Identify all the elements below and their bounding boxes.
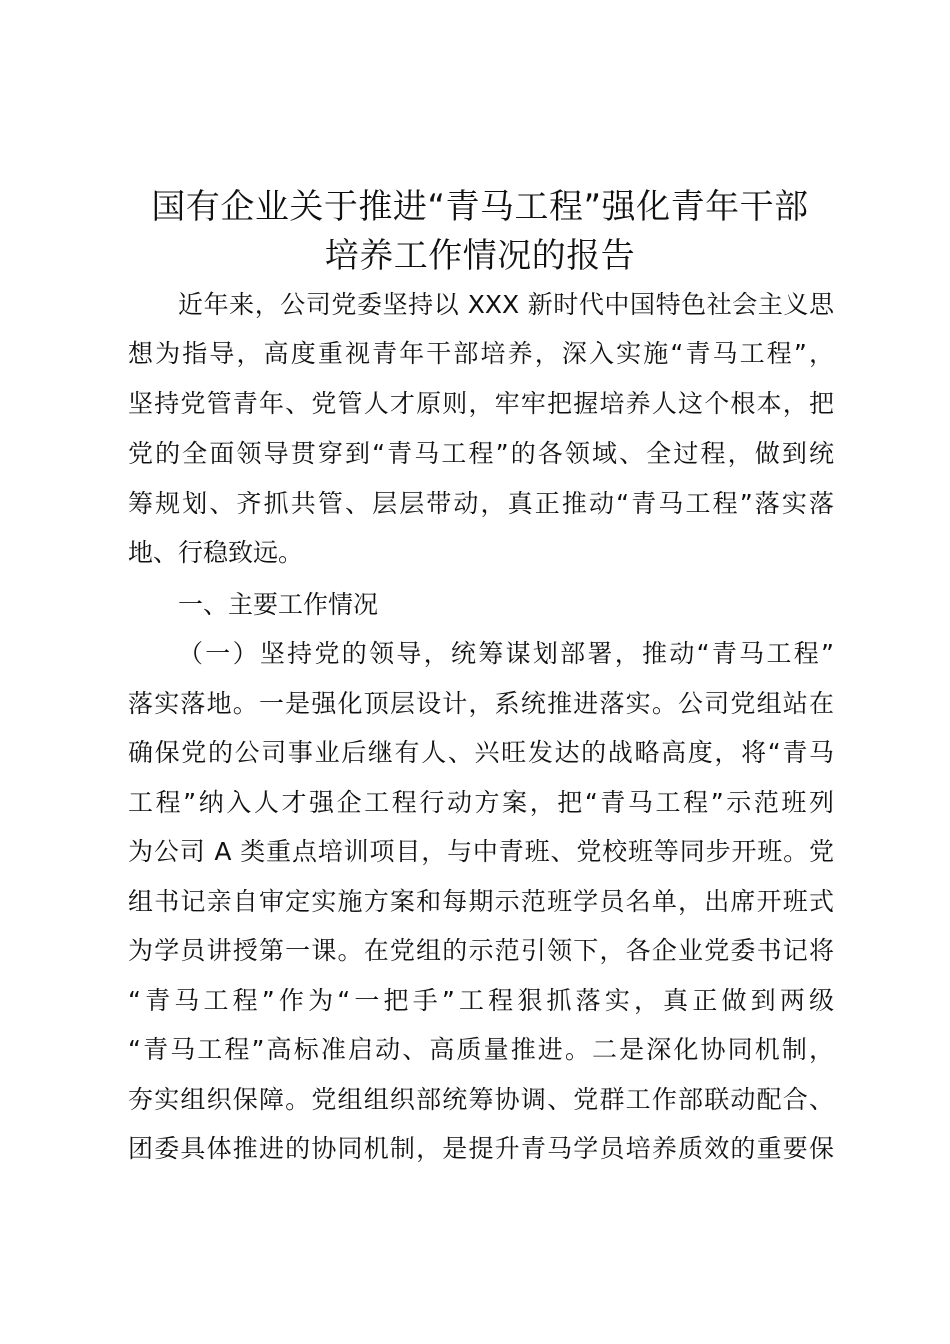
document-title-line-2: 培养工作情况的报告 <box>324 236 636 276</box>
paragraph-line: （一）坚持党的领导，统筹谋划部署，推动“青马工程” <box>178 639 834 668</box>
paragraph-line: “青马工程”高标准启动、高质量推进。二是深化协同机制， <box>128 1035 834 1064</box>
paragraph-line: 为学员讲授第一课。在党组的示范引领下，各企业党委书记将 <box>128 936 834 965</box>
paragraph-line: 党的全面领导贯穿到“青马工程”的各领域、全过程，做到统 <box>128 439 834 468</box>
document-title-line-1: 国有企业关于推进“青马工程”强化青年干部 <box>151 187 809 227</box>
paragraph-line: 近年来，公司党委坚持以 XXX 新时代中国特色社会主义思 <box>178 290 834 319</box>
paragraph-line: 团委具体推进的协同机制，是提升青马学员培养质效的重要保 <box>128 1134 834 1163</box>
paragraph-line: 筹规划、齐抓共管、层层带动，真正推动“青马工程”落实落 <box>128 489 834 518</box>
paragraph-line: “青马工程”作为“一把手”工程狠抓落实，真正做到两级 <box>128 986 834 1015</box>
paragraph-line: 夯实组织保障。党组组织部统筹协调、党群工作部联动配合、 <box>128 1085 834 1114</box>
paragraph-line: 工程”纳入人才强企工程行动方案，把“青马工程”示范班列 <box>128 788 834 817</box>
paragraph-line: 组书记亲自审定实施方案和每期示范班学员名单，出席开班式 <box>128 887 834 916</box>
paragraph-line: 想为指导，高度重视青年干部培养，深入实施“青马工程”， <box>128 339 834 368</box>
paragraph-line: 落实落地。一是强化顶层设计，系统推进落实。公司党组站在 <box>128 689 834 718</box>
paragraph-line: 确保党的公司事业后继有人、兴旺发达的战略高度，将“青马 <box>128 738 834 767</box>
paragraph-line: 地、行稳致远。 <box>128 538 304 567</box>
paragraph-line: 为公司 A 类重点培训项目，与中青班、党校班等同步开班。党 <box>128 837 834 866</box>
paragraph-line: 坚持党管青年、党管人才原则，牢牢把握培养人这个根本，把 <box>128 389 834 418</box>
section-heading: 一、主要工作情况 <box>178 590 379 619</box>
